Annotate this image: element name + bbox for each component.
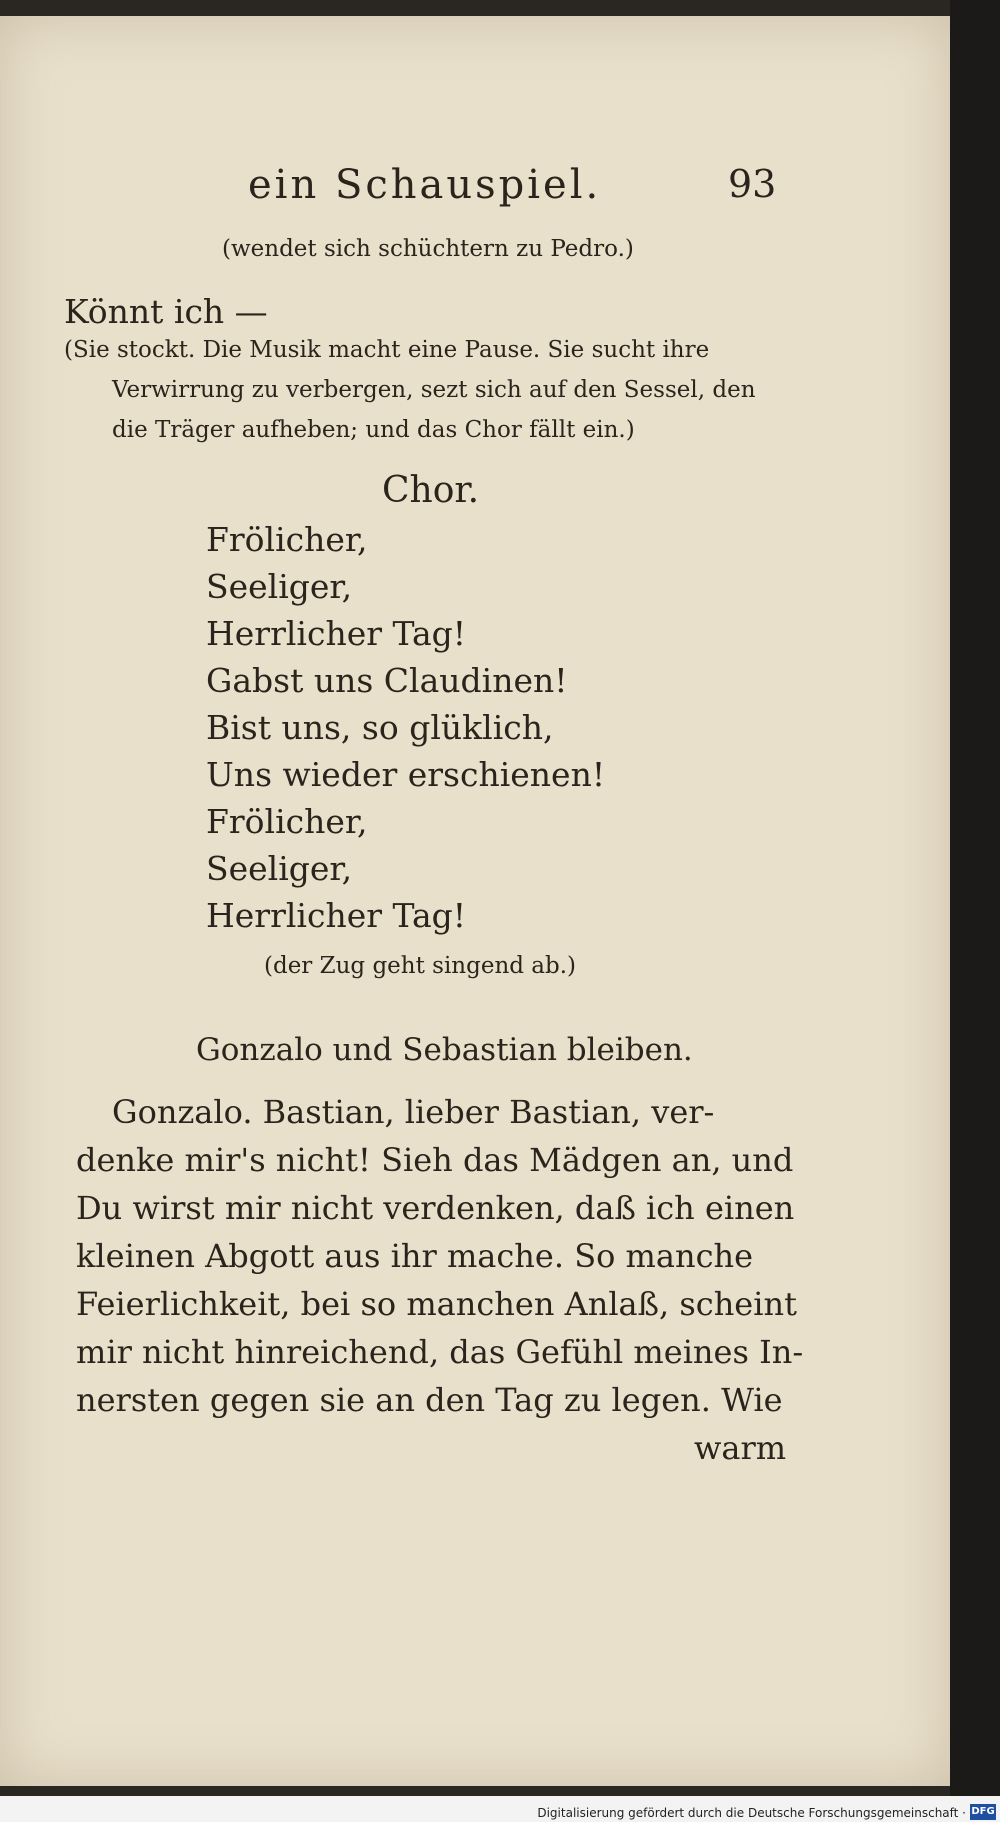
stage-direction-line: die Träger aufheben; und das Chor fällt ein.) xyxy=(112,417,635,443)
stage-direction-line: Verwirrung zu verbergen, sezt sich auf den Sessel, den xyxy=(112,377,756,403)
verse-line: Bist uns, so glüklich, xyxy=(206,708,554,747)
running-title: ein Schauspiel. xyxy=(248,162,602,208)
stage-direction-line: (Sie stockt. Die Musik macht eine Pause. Sie sucht ihre xyxy=(64,337,710,363)
verse-line: Seeliger, xyxy=(206,849,353,888)
speech-line: Du wirst mir nicht verdenken, daß ich einen xyxy=(76,1189,795,1227)
speech-line: kleinen Abgott aus ihr mache. So manche xyxy=(76,1237,754,1275)
chorus-heading: Chor. xyxy=(382,470,480,511)
stage-direction: (der Zug geht singend ab.) xyxy=(264,953,577,979)
speech-line: nersten gegen sie an den Tag zu legen. Wie xyxy=(76,1381,783,1419)
verse-line: Frölicher, xyxy=(206,802,368,841)
speech-line: mir nicht hinreichend, das Gefühl meines In- xyxy=(76,1333,804,1371)
footer-credit: Digitalisierung gefördert durch die Deutsche Forschungsgemeinschaft · xyxy=(537,1806,966,1820)
book-page xyxy=(0,16,952,1786)
speech-line: Gonzalo. Bastian, lieber Bastian, ver- xyxy=(112,1093,715,1131)
verse-line: Seeliger, xyxy=(206,567,353,606)
verse-line: Herrlicher Tag! xyxy=(206,896,467,935)
dialogue-line: Könnt ich — xyxy=(64,292,268,331)
verse-line: Uns wieder erschienen! xyxy=(206,755,606,794)
verse-line: Frölicher, xyxy=(206,520,368,559)
catchword: warm xyxy=(694,1429,787,1467)
stage-direction: (wendet sich schüchtern zu Pedro.) xyxy=(222,236,634,262)
page-edge xyxy=(950,0,1000,1822)
verse-line: Herrlicher Tag! xyxy=(206,614,467,653)
verse-line: Gabst uns Claudinen! xyxy=(206,661,568,700)
speech-line: denke mir's nicht! Sieh das Mädgen an, und xyxy=(76,1141,794,1179)
scene-heading: Gonzalo und Sebastian bleiben. xyxy=(196,1032,693,1068)
page-number: 93 xyxy=(728,162,777,206)
speech-line: Feierlichkeit, bei so manchen Anlaß, scheint xyxy=(76,1285,797,1323)
dfg-logo: DFG xyxy=(970,1804,996,1820)
